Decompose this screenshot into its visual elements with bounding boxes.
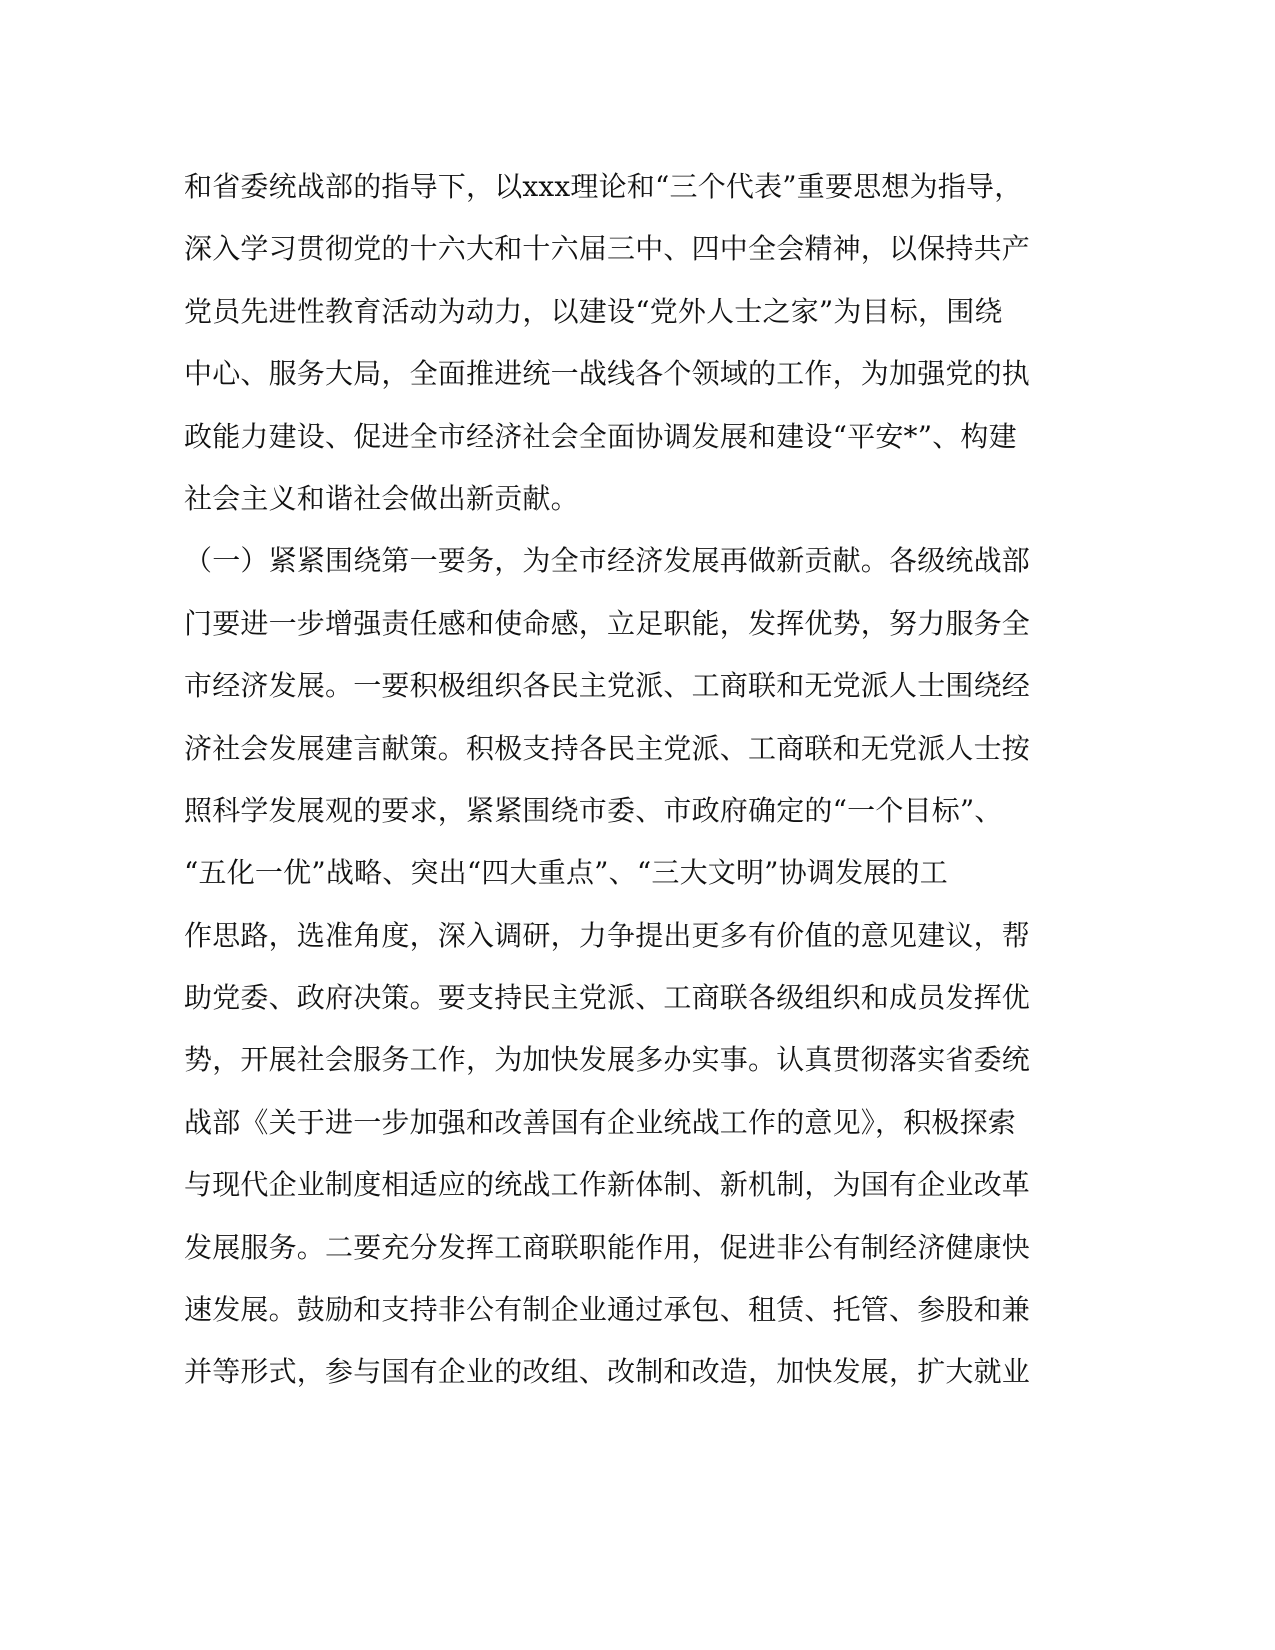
text-line: 济社会发展建言献策。积极支持各民主党派、工商联和无党派人士按 [184, 731, 1031, 765]
text-line: 势，开展社会服务工作，为加快发展多办实事。认真贯彻落实省委统 [184, 1043, 1031, 1077]
text-line: 照科学发展观的要求，紧紧围绕市委、市政府确定的“一个目标”、 [184, 793, 1003, 827]
text-line: 政能力建设、促进全市经济社会全面协调发展和建设“平安*”、构建 [184, 419, 1017, 453]
section-heading-line: （一）紧紧围绕第一要务，为全市经济发展再做新贡献。各级统战部 [184, 544, 1031, 578]
text-line: 和省委统战部的指导下，以xxx理论和“三个代表”重要思想为指导， [184, 170, 1023, 203]
body-text [184, 156, 1064, 1404]
text-line: 并等形式，参与国有企业的改组、改制和改造，加快发展，扩大就业 [184, 1355, 1031, 1389]
text-line: 门要进一步增强责任感和使命感，立足职能，发挥优势，努力服务全 [184, 606, 1031, 640]
text-line: 中心、服务大局，全面推进统一战线各个领域的工作，为加强党的执 [184, 357, 1031, 391]
text-line: 助党委、政府决策。要支持民主党派、工商联各级组织和成员发挥优 [184, 981, 1031, 1015]
text-line: 发展服务。二要充分发挥工商联职能作用，促进非公有制经济健康快 [184, 1230, 1031, 1264]
text-line: 战部《关于进一步加强和改善国有企业统战工作的意见》，积极探索 [184, 1105, 1017, 1139]
text-line: 速发展。鼓励和支持非公有制企业通过承包、租赁、托管、参股和兼 [184, 1293, 1031, 1327]
text-line: 社会主义和谐社会做出新贡献。 [184, 481, 579, 515]
text-line: 与现代企业制度相适应的统战工作新体制、新机制，为国有企业改革 [184, 1168, 1031, 1202]
text-line: 作思路，选准角度，深入调研，力争提出更多有价值的意见建议，帮 [184, 918, 1031, 952]
text-line: 深入学习贯彻党的十六大和十六届三中、四中全会精神，以保持共产 [184, 232, 1031, 266]
text-line: 市经济发展。一要积极组织各民主党派、工商联和无党派人士围绕经 [184, 669, 1031, 703]
text-line: “五化一优”战略、突出“四大重点”、“三大文明”协调发展的工 [184, 856, 948, 890]
text-line: 党员先进性教育活动为动力，以建设“党外人士之家”为目标，围绕 [184, 294, 1003, 328]
